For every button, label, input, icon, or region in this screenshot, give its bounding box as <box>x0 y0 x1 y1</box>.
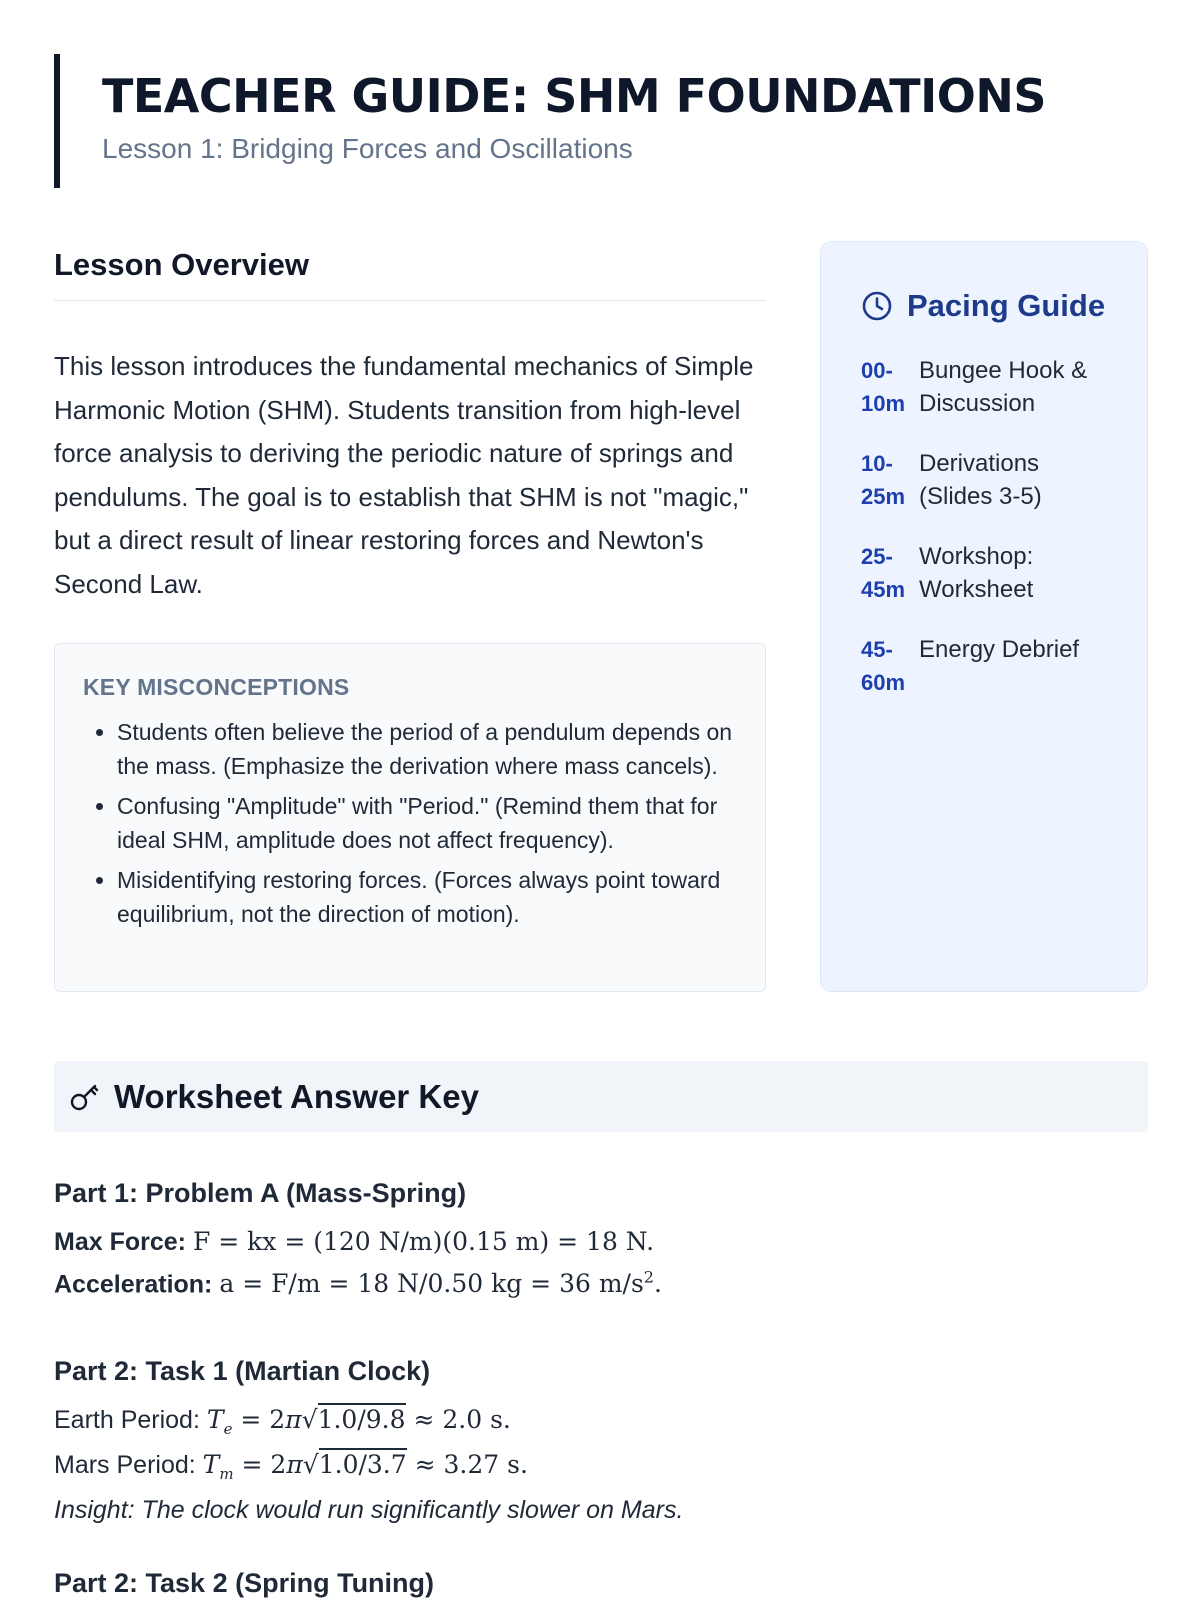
pacing-item <box>861 354 1147 420</box>
mars-period-result: ≈ 3.27 s. <box>414 1450 528 1479</box>
answer-part-1 <box>54 1176 662 1302</box>
page-subtitle: Lesson 1: Bridging Forces and Oscillations <box>102 133 633 164</box>
acceleration-equation-main: a = F/m = 18 N/0.50 kg = 36 m/s <box>219 1269 644 1299</box>
pacing-time: 45-60m <box>861 637 906 695</box>
pacing-desc: Energy Debrief <box>919 636 1080 663</box>
answer-part-2 <box>54 1354 683 1528</box>
overview-heading: Lesson Overview <box>54 246 766 301</box>
page-title: TEACHER GUIDE: SHM FOUNDATIONS <box>102 69 1046 123</box>
answer-key-title: Worksheet Answer Key <box>114 1077 479 1115</box>
pacing-item <box>861 540 1147 606</box>
earth-period-result: ≈ 2.0 s. <box>413 1405 511 1434</box>
misconceptions-list <box>83 716 737 931</box>
part-heading: Part 2: Task 2 (Spring Tuning) <box>54 1568 435 1598</box>
overview-text: This lesson introduces the fundamental mechanics of Simple Harmonic Motion (SHM). Students transition from high-level force analysis to deriving the periodic nature of springs and pendulums. The goal is to establish that SHM is not "magic," but a direct result of linear restoring forces and Newton's Second Law. <box>54 351 754 599</box>
pacing-item <box>861 633 1147 699</box>
list-item: • Misidentifying restoring forces. (Forces always point toward equilibrium, not the direction of motion). <box>117 864 737 931</box>
guide-header <box>54 54 1046 188</box>
pacing-header <box>861 284 1147 328</box>
acceleration-equation <box>219 1269 662 1298</box>
mars-radicand: 1.0/3.7 <box>318 1450 407 1479</box>
acceleration-line <box>54 1260 662 1302</box>
list-item: • Confusing "Amplitude" with "Period." (Remind them that for ideal SHM, amplitude does not affect frequency). <box>117 790 737 857</box>
pacing-time: 10-25m <box>861 451 906 509</box>
mars-period-line <box>54 1447 683 1492</box>
pacing-desc: Bungee Hook & Discussion <box>919 357 1088 417</box>
part-heading: Part 1: Problem A (Mass-Spring) <box>54 1178 467 1208</box>
pacing-time: 25-45m <box>861 544 906 602</box>
pacing-title: Pacing Guide <box>907 288 1106 323</box>
earth-period-label: Earth Period: <box>54 1406 200 1434</box>
insight-text: Insight: The clock would run significantly slower on Mars. <box>54 1496 684 1524</box>
earth-period-line <box>54 1402 683 1447</box>
key-icon <box>68 1080 102 1114</box>
mars-period-equation: $T_m = 2\pi√1.0/3.7 \approx 3.27$ s. <box>202 1450 528 1483</box>
max-force-equation: F = kx = (120 N/m)(0.15 m) = 18 N. <box>192 1227 655 1256</box>
lesson-overview <box>54 246 766 606</box>
misconceptions-title: KEY MISCONCEPTIONS <box>83 674 350 700</box>
acceleration-label: Acceleration: <box>54 1270 213 1299</box>
part-heading: Part 2: Task 1 (Martian Clock) <box>54 1356 431 1386</box>
answer-key-banner <box>54 1061 1148 1132</box>
pacing-time: 00-10m <box>861 358 906 416</box>
clock-icon <box>861 290 893 322</box>
pacing-guide <box>820 241 1148 992</box>
mars-period-label: Mars Period: <box>54 1451 196 1479</box>
max-force-label: Max Force: <box>54 1228 186 1256</box>
pacing-desc: Derivations (Slides 3-5) <box>919 450 1042 510</box>
misconceptions-box <box>54 643 766 992</box>
answer-part-3 <box>54 1566 434 1600</box>
max-force-line <box>54 1224 662 1260</box>
list-item: • Students often believe the period of a pendulum depends on the mass. (Emphasize the derivation where mass cancels). <box>117 716 737 783</box>
pacing-list <box>861 354 1147 699</box>
pacing-desc: Workshop: Worksheet <box>919 543 1034 603</box>
earth-radicand: 1.0/9.8 <box>317 1405 406 1434</box>
acceleration-exponent: 2 <box>643 1268 654 1287</box>
earth-period-equation: $T_e = 2\pi√1.0/9.8 \approx 2.0$ s. <box>206 1405 511 1438</box>
pacing-item <box>861 447 1147 513</box>
acceleration-equation-end: . <box>653 1269 662 1299</box>
